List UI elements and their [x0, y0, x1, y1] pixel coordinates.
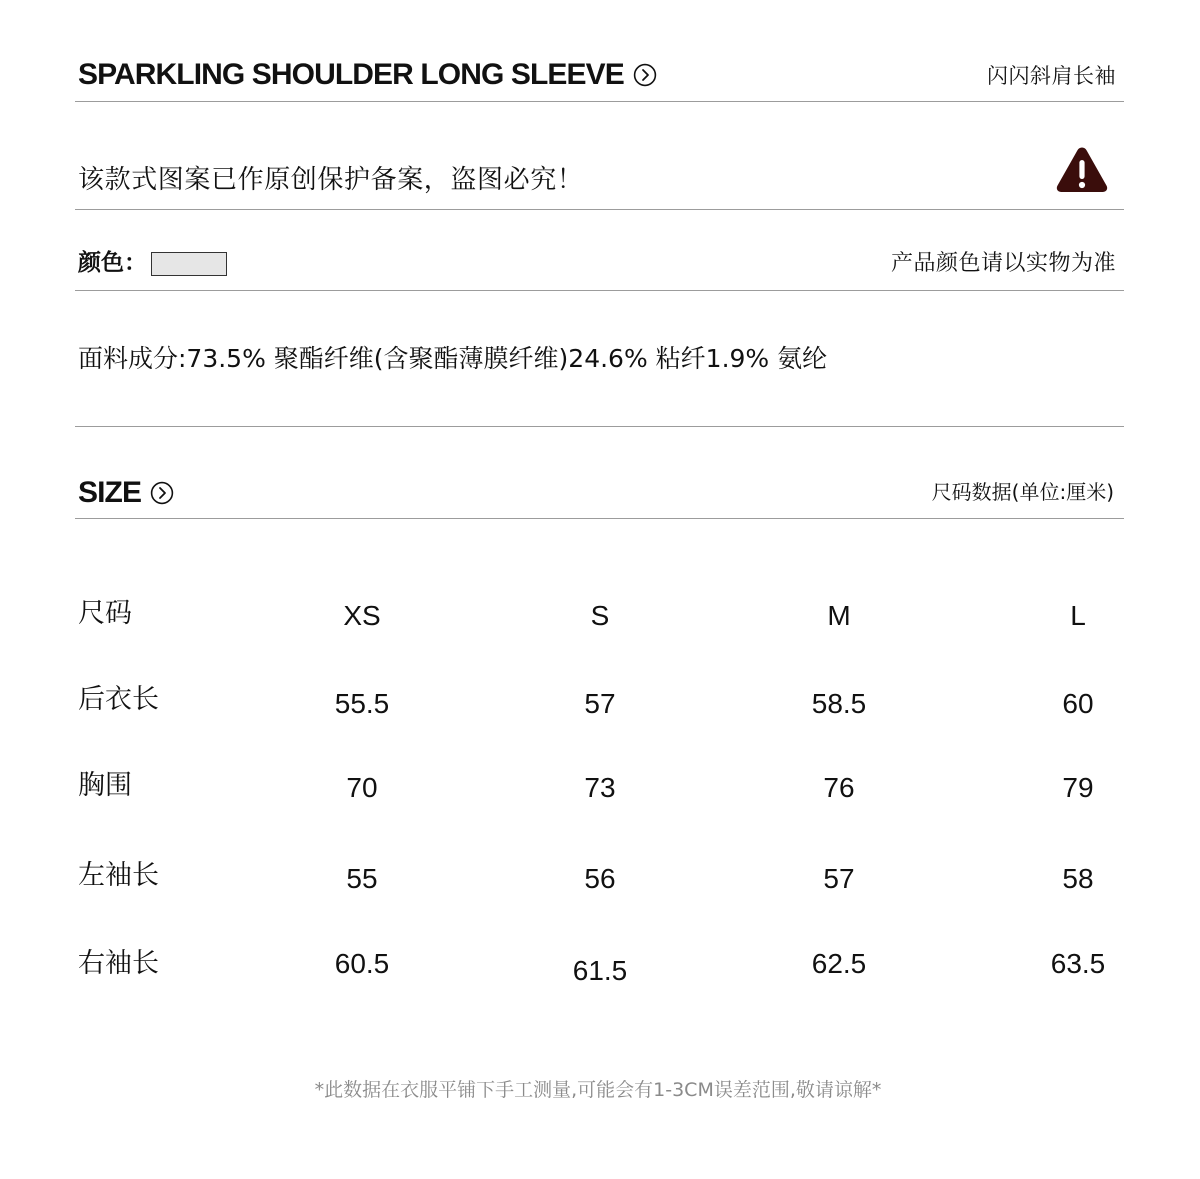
table-cell: 73 — [584, 772, 616, 803]
divider — [75, 290, 1124, 291]
color-disclaimer: 产品颜色请以实物为准 — [890, 251, 1116, 276]
divider — [75, 101, 1124, 102]
table-cell: 56 — [584, 863, 616, 894]
chevron-right-circle-icon — [633, 63, 657, 87]
table-cell: 63.5 — [1050, 948, 1106, 979]
table-cell: 58.5 — [811, 688, 867, 719]
measurement-footnote: *此数据在衣服平铺下手工测量,可能会有1-3CM误差范围,敬请谅解* — [314, 1079, 882, 1101]
table-column-header: M — [827, 600, 851, 631]
table-cell: 57 — [584, 688, 616, 719]
color-label: 颜色： — [78, 250, 147, 276]
divider — [75, 426, 1124, 427]
table-cell: 61.5 — [572, 955, 628, 986]
table-cell: 55 — [346, 863, 378, 894]
table-cell: 79 — [1062, 772, 1094, 803]
table-cell: 60 — [1062, 688, 1094, 719]
product-title-row — [78, 56, 657, 94]
divider — [75, 518, 1124, 519]
product-title: SPARKLING SHOULDER LONG SLEEVE — [78, 58, 624, 91]
color-swatch — [151, 252, 227, 276]
table-column-header: L — [1070, 600, 1086, 631]
table-cell: 57 — [823, 863, 855, 894]
table-row-label: 后衣长 — [78, 684, 159, 715]
warning-icon — [1055, 145, 1109, 194]
table-cell: 62.5 — [811, 948, 867, 979]
table-column-header: XS — [343, 600, 381, 631]
table-row-label: 左袖长 — [78, 860, 159, 891]
size-title: SIZE — [78, 476, 142, 509]
table-column-header: S — [590, 600, 610, 631]
table-row-label: 尺码 — [78, 598, 132, 629]
size-unit-note: 尺码数据(单位:厘米) — [931, 480, 1114, 504]
divider — [75, 209, 1124, 210]
table-cell: 58 — [1062, 863, 1094, 894]
table-cell: 55.5 — [334, 688, 390, 719]
table-cell: 60.5 — [334, 948, 390, 979]
chevron-right-circle-icon — [150, 481, 174, 505]
table-row-label: 胸围 — [78, 770, 132, 801]
table-cell: 76 — [823, 772, 855, 803]
size-title-row — [78, 474, 174, 512]
copyright-notice: 该款式图案已作原创保护备案，盗图必究！ — [78, 165, 584, 195]
fabric-composition: 面料成分:73.5% 聚酯纤维(含聚酯薄膜纤维)24.6% 粘纤1.9% 氨纶 — [78, 344, 828, 373]
product-title-cn: 闪闪斜肩长袖 — [987, 64, 1116, 88]
table-cell: 70 — [346, 772, 378, 803]
table-row-label: 右袖长 — [78, 948, 159, 979]
